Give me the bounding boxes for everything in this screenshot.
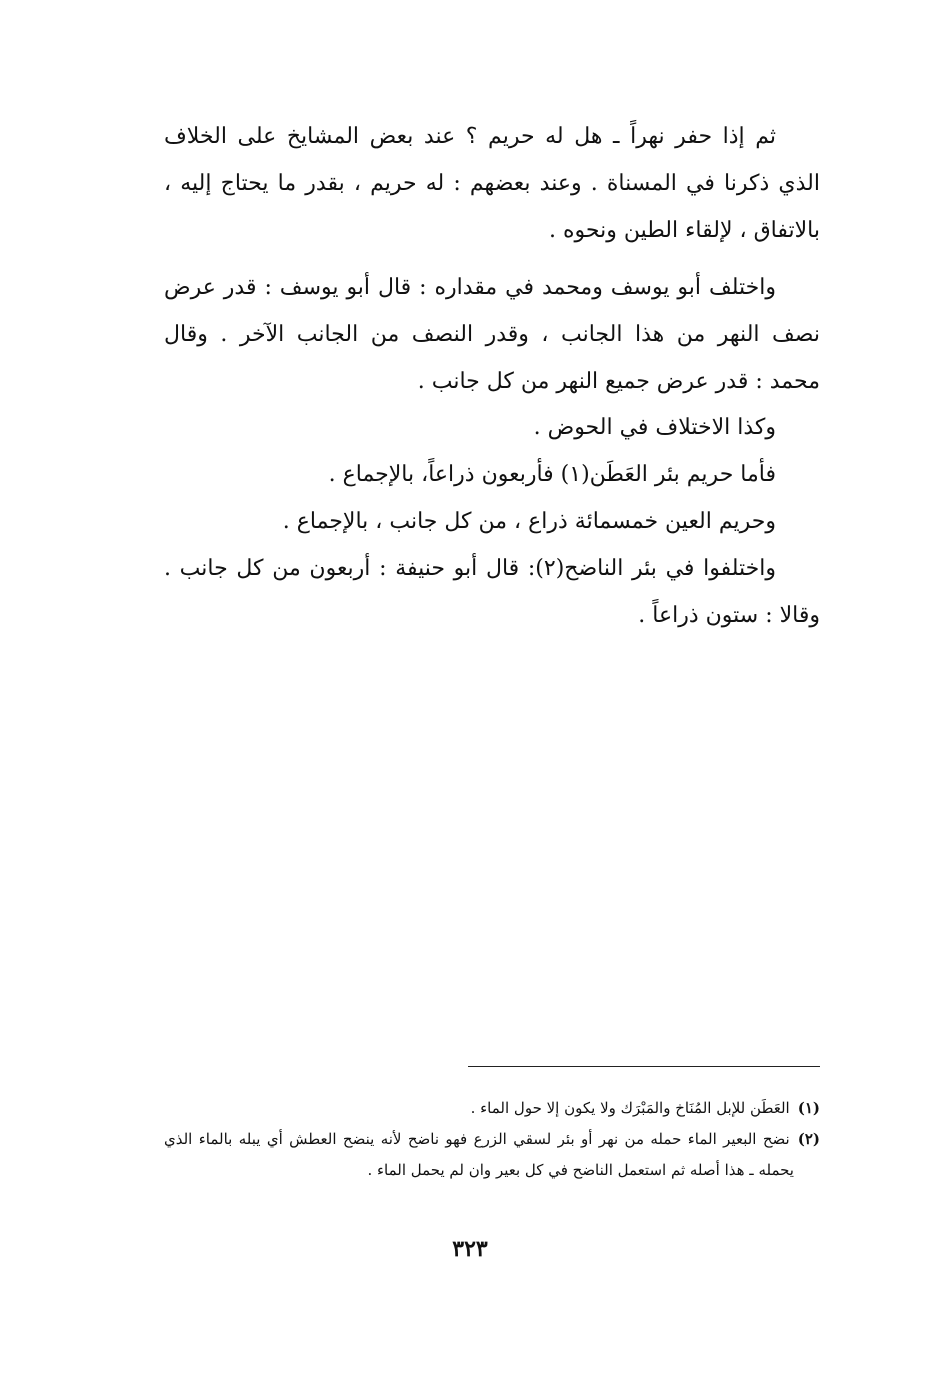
text-line: نصف النهر من هذا الجانب ، وقدر النصف من الجانب الآخر . وقال <box>164 322 820 347</box>
footnote-1 <box>164 1093 820 1124</box>
footnotes <box>164 1093 820 1186</box>
footnote-number: (٢) <box>797 1130 820 1148</box>
text-line: فأما حريم بئر العَطَن(١) فأربعون ذراعاً، بالإجماع . <box>328 462 776 487</box>
text-line: ثم إذا حفر نهراً ـ هل له حريم ؟ عند بعض المشايخ على الخلاف <box>164 124 776 149</box>
text-line: الذي ذكرنا في المسناة . وعند بعضهم : له حريم ، بقدر ما يحتاج إليه ، <box>164 171 820 196</box>
paragraph-1 <box>164 113 820 254</box>
footnote-2 <box>164 1124 820 1155</box>
footnote-text: نضح البعير الماء حمله من نهر أو بئر لسقي الزرع فهو ناضح لأنه ينضح العطش أي يبله بالماء الذي <box>164 1130 790 1148</box>
page-number: ٣٢٣ <box>452 1236 488 1262</box>
footnote-text: العَطَن للإبل المُنَاخ والمَبْرَك ولا يكون إلا حول الماء . <box>470 1099 790 1117</box>
text-line: محمد : قدر عرض جميع النهر من كل جانب . <box>417 369 820 394</box>
footnote-2-continuation: يحمله ـ هذا أصله ثم استعمل الناضح في كل بعير وان لم يحمل الماء . <box>367 1161 794 1179</box>
footnote-divider <box>468 1066 820 1067</box>
text-line: وكذا الاختلاف في الحوض . <box>533 415 776 440</box>
paragraph-3 <box>164 404 820 639</box>
text-line: وحريم العين خمسمائة ذراع ، من كل جانب ، بالإجماع . <box>282 509 776 534</box>
text-line: وقالا : ستون ذراعاً . <box>638 603 820 628</box>
text-line: واختلفوا في بئر الناضح(٢): قال أبو حنيفة : أربعون من كل جانب . <box>164 556 776 581</box>
footnote-number: (١) <box>797 1099 820 1117</box>
paragraph-2 <box>164 264 820 405</box>
text-line: واختلف أبو يوسف ومحمد في مقداره : قال أبو يوسف : قدر عرض <box>164 275 776 300</box>
text-line: بالاتفاق ، لإلقاء الطين ونحوه . <box>549 218 820 243</box>
